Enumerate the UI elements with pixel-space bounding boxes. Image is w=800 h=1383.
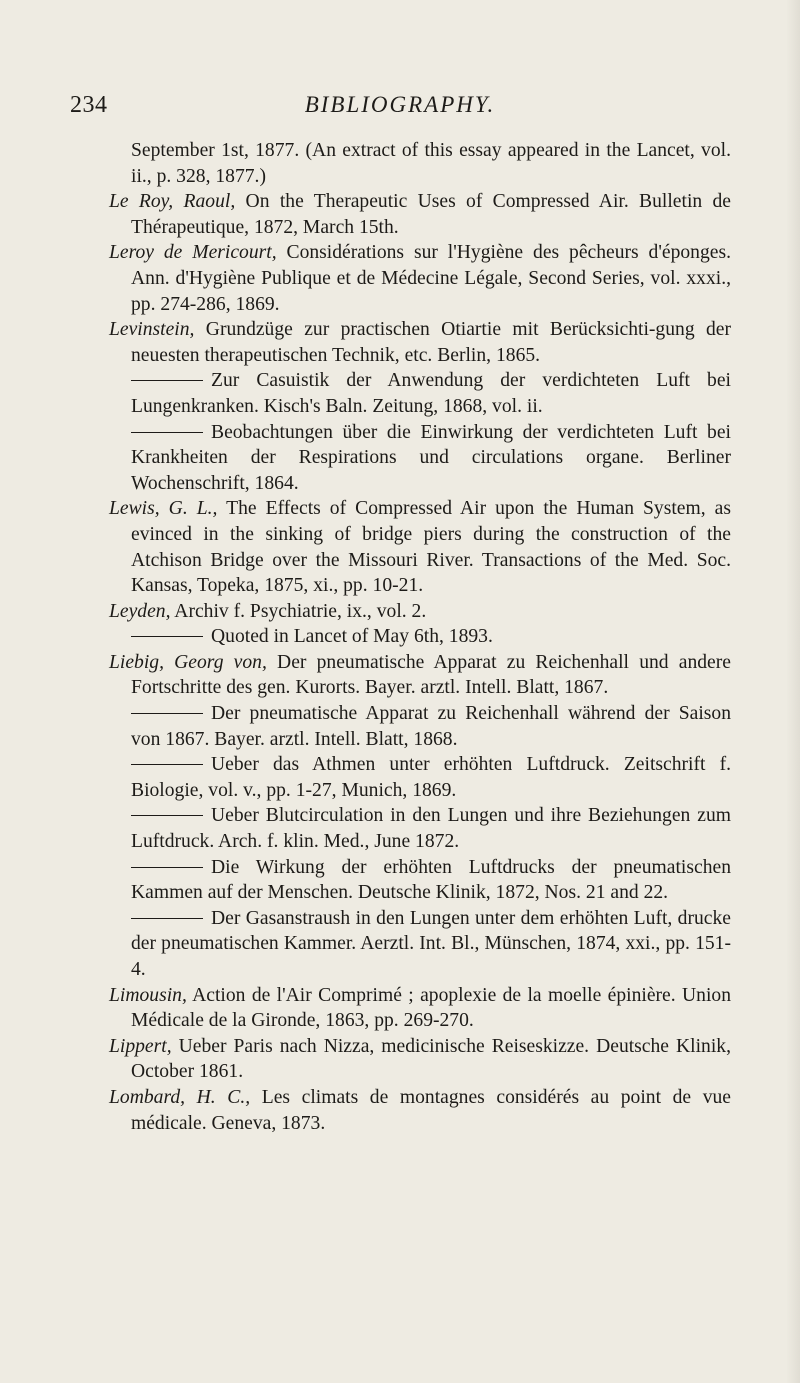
entry-text: Ueber das Athmen unter erhöhten Luftdruck. Zeitschrift f. Biologie, vol. v., pp. 1-27, Munich, 1869. — [131, 754, 731, 801]
bibliography-entry — [109, 983, 731, 1034]
bibliography-list — [109, 138, 731, 1136]
bibliography-entry — [109, 189, 731, 240]
bibliography-entry-ditto — [109, 752, 731, 803]
entry-text: Quoted in Lancet of May 6th, 1893. — [211, 626, 493, 648]
bibliography-entry-ditto — [109, 624, 731, 650]
running-head: BIBLIOGRAPHY. — [304, 92, 496, 117]
ditto-dash — [131, 636, 203, 637]
entry-author: Le Roy, Raoul, — [109, 191, 236, 213]
ditto-dash — [131, 918, 203, 919]
entry-text: Action de l'Air Comprimé ; apoplexie de la moelle épinière. Union Médicale de la Gironde, 1863, pp. 269-270. — [131, 984, 731, 1032]
entry-text: On the Therapeutic Uses of Compressed Air. Bulletin de Thérapeutique, 1872, March 15th. — [131, 191, 732, 238]
entry-text: Ueber Paris nach Nizza, medicinische Reiseskizze. Deutsche Klinik, October 1861. — [131, 1035, 731, 1083]
entry-author: Lippert, — [109, 1035, 172, 1057]
entry-author: Levinstein, — [109, 319, 195, 341]
bibliography-entry-ditto — [109, 368, 731, 419]
entry-author: Lombard, H. C., — [109, 1086, 251, 1108]
entry-author: Leyden, — [109, 600, 171, 622]
ditto-dash — [131, 380, 203, 381]
ditto-dash — [131, 867, 203, 868]
entry-text: Beobachtungen über die Einwirkung der verdichteten Luft bei Krankheiten der Respirations und circulations organe. Berliner Wochenschrift, 1864. — [131, 421, 731, 494]
page-header — [0, 92, 800, 122]
entry-text: Der Gasanstraush in den Lungen unter dem erhöhten Luft, drucke der pneumatischen Kammer. Aerztl. Int. Bl., Münschen, 1874, xxi., pp. 151-4. — [131, 907, 731, 980]
entry-text: Ueber Blutcirculation in den Lungen und ihre Beziehungen zum Luftdruck. Arch. f. klin. Med., June 1872. — [131, 805, 731, 853]
entry-text: Der pneumatische Apparat zu Reichenhall und andere Fortschritte des gen. Kurorts. Bayer. arztl. Intell. Blatt, 1867. — [131, 651, 731, 699]
entry-text: September 1st, 1877. (An extract of this essay appeared in the Lancet, vol. ii., p. 328, 1877.) — [131, 140, 731, 187]
ditto-dash — [131, 432, 203, 433]
entry-author: Leroy de Mericourt, — [109, 242, 277, 264]
bibliography-entry-ditto — [109, 855, 731, 906]
bibliography-entry — [109, 496, 731, 598]
bibliography-entry-ditto — [109, 803, 731, 854]
bibliography-entry-ditto — [109, 701, 731, 752]
bibliography-entry — [109, 599, 731, 625]
entry-text: Zur Casuistik der Anwendung der verdichteten Luft bei Lungenkranken. Kisch's Baln. Zeitung, 1868, vol. ii. — [131, 370, 731, 417]
bibliography-entry — [109, 1085, 731, 1136]
entry-text: The Effects of Compressed Air upon the Human System, as evinced in the sinking of bridge piers during the construction of the Atchison Bridge over the Missouri River. Transactions of the Med. Soc. Kansas, Topeka, 1875, xi., pp. 10-21. — [131, 498, 731, 597]
entry-author: Limousin, — [109, 984, 187, 1006]
ditto-dash — [131, 815, 203, 816]
entry-text: Les climats de montagnes considérés au point de vue médicale. Geneva, 1873. — [131, 1086, 731, 1134]
bibliography-entry — [109, 650, 731, 701]
entry-author: Lewis, G. L., — [109, 498, 218, 520]
bibliography-entry — [109, 1034, 731, 1085]
entry-text: Grundzüge zur practischen Otiartie mit Berücksichti-gung der neuesten therapeutischen Technik, etc. Berlin, 1865. — [131, 319, 731, 366]
bibliography-entry-ditto — [109, 420, 731, 497]
page-number: 234 — [70, 92, 108, 118]
entry-text: Die Wirkung der erhöhten Luftdrucks der pneumatischen Kammen auf der Menschen. Deutsche Klinik, 1872, Nos. 21 and 22. — [131, 856, 731, 904]
entry-author: Liebig, Georg von, — [109, 651, 267, 673]
entry-text: Considérations sur l'Hygiène des pêcheurs d'éponges. Ann. d'Hygiène Publique et de Médecine Légale, Second Series, vol. xxxi., pp. 274-286, 1869. — [131, 242, 731, 315]
bibliography-entry-ditto — [109, 906, 731, 983]
bibliography-entry — [109, 240, 731, 317]
bibliography-entry — [109, 317, 731, 368]
ditto-dash — [131, 713, 203, 714]
ditto-dash — [131, 764, 203, 765]
page-edge-shadow — [786, 0, 800, 1383]
entry-text: Archiv f. Psychiatrie, ix., vol. 2. — [170, 600, 427, 622]
bibliography-entry-continuation — [109, 138, 731, 189]
entry-text: Der pneumatische Apparat zu Reichenhall während der Saison von 1867. Bayer. arztl. Intell. Blatt, 1868. — [131, 703, 731, 750]
